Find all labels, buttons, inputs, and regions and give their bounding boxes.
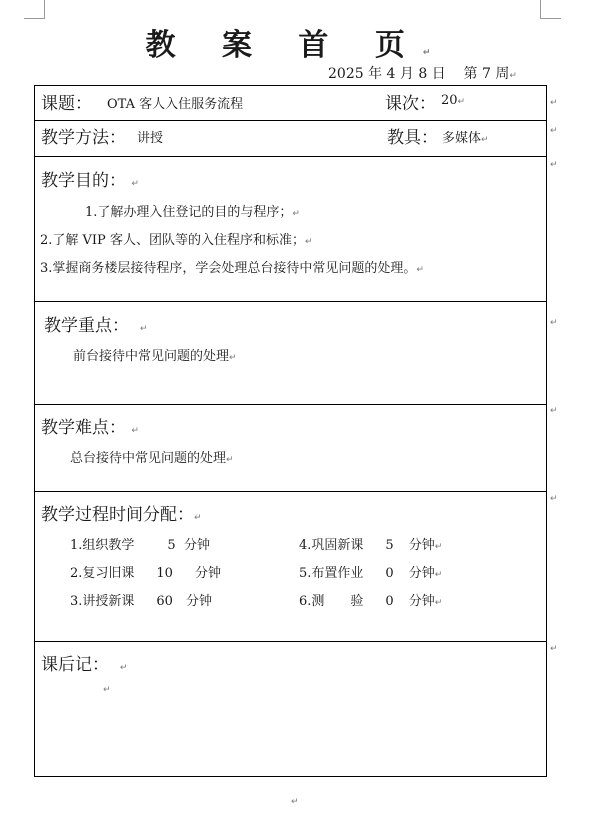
row-divider [35, 404, 546, 405]
row-divider [35, 491, 546, 492]
topic-label: 课题： [41, 94, 92, 114]
objective-item: 2.了解 VIP 客人、团队等的入住程序和标准；↵ [40, 233, 313, 248]
time-item: 1.组织教学 5 分钟 [70, 538, 210, 553]
objectives-label: 教学目的： ↵ [41, 171, 139, 191]
document-title [0, 20, 594, 64]
key-points-label: 教学重点： ↵ [44, 316, 148, 336]
crop-mark-top-right [540, 0, 561, 19]
row-end-mark: ↵ [550, 406, 558, 416]
date-line [328, 63, 517, 83]
time-item: 6.测 验 0 分钟↵ [299, 594, 443, 609]
key-points-text: 前台接待中常见问题的处理↵ [73, 349, 237, 364]
topic-value: OTA 客人入住服务流程 [107, 97, 244, 112]
title-text: 教 案 首 页 [145, 28, 423, 63]
time-allocation-label: 教学过程时间分配：↵ [41, 505, 202, 525]
row-divider [35, 641, 546, 642]
crop-mark-top-left [24, 0, 45, 19]
objective-item: 3.掌握商务楼层接待程序，学会处理总台接待中常见问题的处理。↵ [40, 261, 424, 276]
method-label: 教学方法： [41, 128, 126, 148]
time-item: 3.讲授新课 60 分钟 [70, 594, 212, 609]
time-item: 5.布置作业 0 分钟↵ [299, 566, 443, 581]
session-value: 20↵ [441, 93, 466, 108]
difficulties-text: 总台接待中常见问题的处理↵ [70, 451, 234, 466]
lesson-week: 第 7 周 [463, 66, 510, 82]
row-end-mark: ↵ [550, 318, 558, 328]
after-class-label: 课后记： ↵ [41, 655, 128, 675]
paragraph-mark: ↵ [509, 71, 517, 81]
time-item: 4.巩固新课 5 分钟↵ [299, 538, 443, 553]
difficulties-label: 教学难点： ↵ [41, 418, 139, 438]
session-label: 课次： [385, 94, 436, 114]
row-end-mark: ↵ [550, 98, 558, 108]
row-end-mark: ↵ [550, 494, 558, 504]
row-divider [35, 120, 546, 121]
lesson-plan-table [34, 85, 547, 777]
lesson-date: 2025 年 4 月 8 日 [328, 66, 446, 82]
row-end-mark: ↵ [550, 160, 558, 170]
objective-item: 1.了解办理入住登记的目的与程序；↵ [85, 205, 300, 220]
empty-paragraph-mark: ↵ [103, 685, 111, 695]
method-value: 讲授 [137, 131, 164, 146]
time-item: 2.复习旧课 10 分钟 [70, 566, 221, 581]
row-divider [35, 156, 546, 157]
tools-label: 教具： [387, 128, 438, 148]
row-end-mark: ↵ [550, 644, 558, 654]
row-end-mark: ↵ [550, 126, 558, 136]
row-divider [35, 301, 546, 302]
tools-value: 多媒体↵ [442, 131, 489, 146]
document-end-mark: ↵ [291, 797, 299, 807]
paragraph-mark: ↵ [422, 48, 449, 58]
